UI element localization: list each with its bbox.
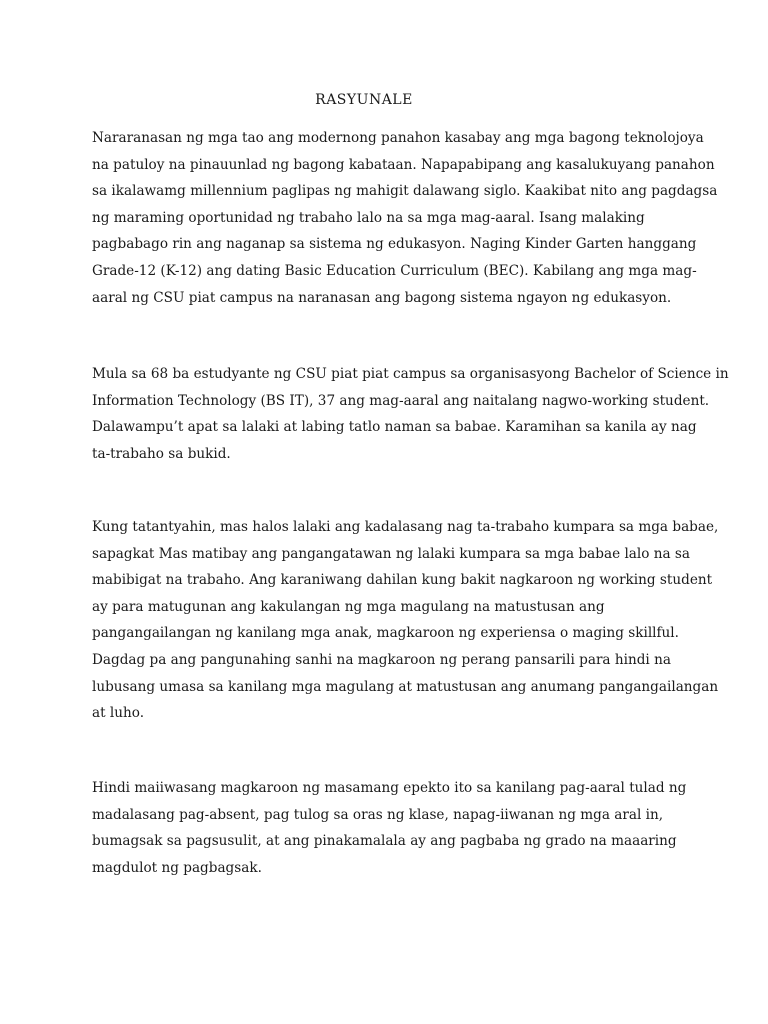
text-line: sa ikalawamg millennium paglipas ng mahigit dalawang siglo. Kaakibat nito ang pagdagsa	[92, 183, 718, 200]
paragraph-3	[92, 514, 719, 727]
paragraph-2	[92, 361, 729, 467]
paragraph-1	[92, 125, 718, 311]
text-line: mabibigat na trabaho. Ang karaniwang dahilan kung bakit nagkaroon ng working student	[92, 572, 713, 589]
text-line: ta-trabaho sa bukid.	[92, 445, 231, 462]
text-line: Mula sa 68 ba estudyante ng CSU piat piat campus sa organisasyong Bachelor of Science in	[92, 366, 729, 382]
document-title: RASYUNALE	[315, 92, 413, 108]
text-line: at luho.	[92, 705, 145, 722]
text-line: madalasang pag-absent, pag tulog sa oras ng klase, napag-iiwanan ng mga aral in,	[92, 806, 664, 823]
text-line: ng maraming oportunidad ng trabaho lalo na sa mga mag-aaral. Isang malaking	[92, 209, 645, 226]
text-line: pagbabago rin ang naganap sa sistema ng edukasyon. Naging Kinder Garten hanggang	[92, 236, 697, 253]
text-line: lubusang umasa sa kanilang mga magulang at matustusan ang anumang pangangailangan	[92, 678, 719, 695]
text-line: Grade-12 (K-12) ang dating Basic Education Curriculum (BEC). Kabilang ang mga mag-	[92, 262, 697, 279]
text-line: magdulot ng pagbagsak.	[92, 859, 262, 876]
text-line: bumagsak sa pagsusulit, at ang pinakamalala ay ang pagbaba ng grado na maaaring	[92, 833, 677, 850]
text-line: Dalawampu’t apat sa lalaki at labing tatlo naman sa babae. Karamihan sa kanila ay nag	[92, 419, 697, 436]
text-line: pangangailangan ng kanilang mga anak, magkaroon ng experiensa o maging skillful.	[92, 625, 679, 642]
paragraph-4	[92, 775, 692, 881]
text-line: Nararanasan ng mga tao ang modernong panahon kasabay ang mga bagong teknolojoya	[92, 130, 704, 146]
text-line: Kung tatantyahin, mas halos lalaki ang kadalasang nag ta-trabaho kumpara sa mga babae,	[92, 519, 719, 535]
text-line: Hindi maiiwasang magkaroon ng masamang epekto ito sa kanilang pag-aaral tulad ng	[92, 780, 687, 796]
text-line: ay para matugunan ang kakulangan ng mga magulang na matustusan ang	[92, 598, 605, 615]
text-line: Information Technology (BS IT), 37 ang mag-aaral ang naitalang nagwo-working student.	[92, 392, 710, 409]
text-line: Dagdag pa ang pangunahing sanhi na magkaroon ng perang pansarili para hindi na	[92, 651, 671, 668]
text-line: sapagkat Mas matibay ang pangangatawan ng lalaki kumpara sa mga babae lalo na sa	[92, 545, 691, 562]
text-line: aaral ng CSU piat campus na naranasan ang bagong sistema ngayon ng edukasyon.	[92, 289, 672, 306]
text-line: na patuloy na pinauunlad ng bagong kabataan. Napapabipang ang kasalukuyang panahon	[92, 156, 715, 173]
